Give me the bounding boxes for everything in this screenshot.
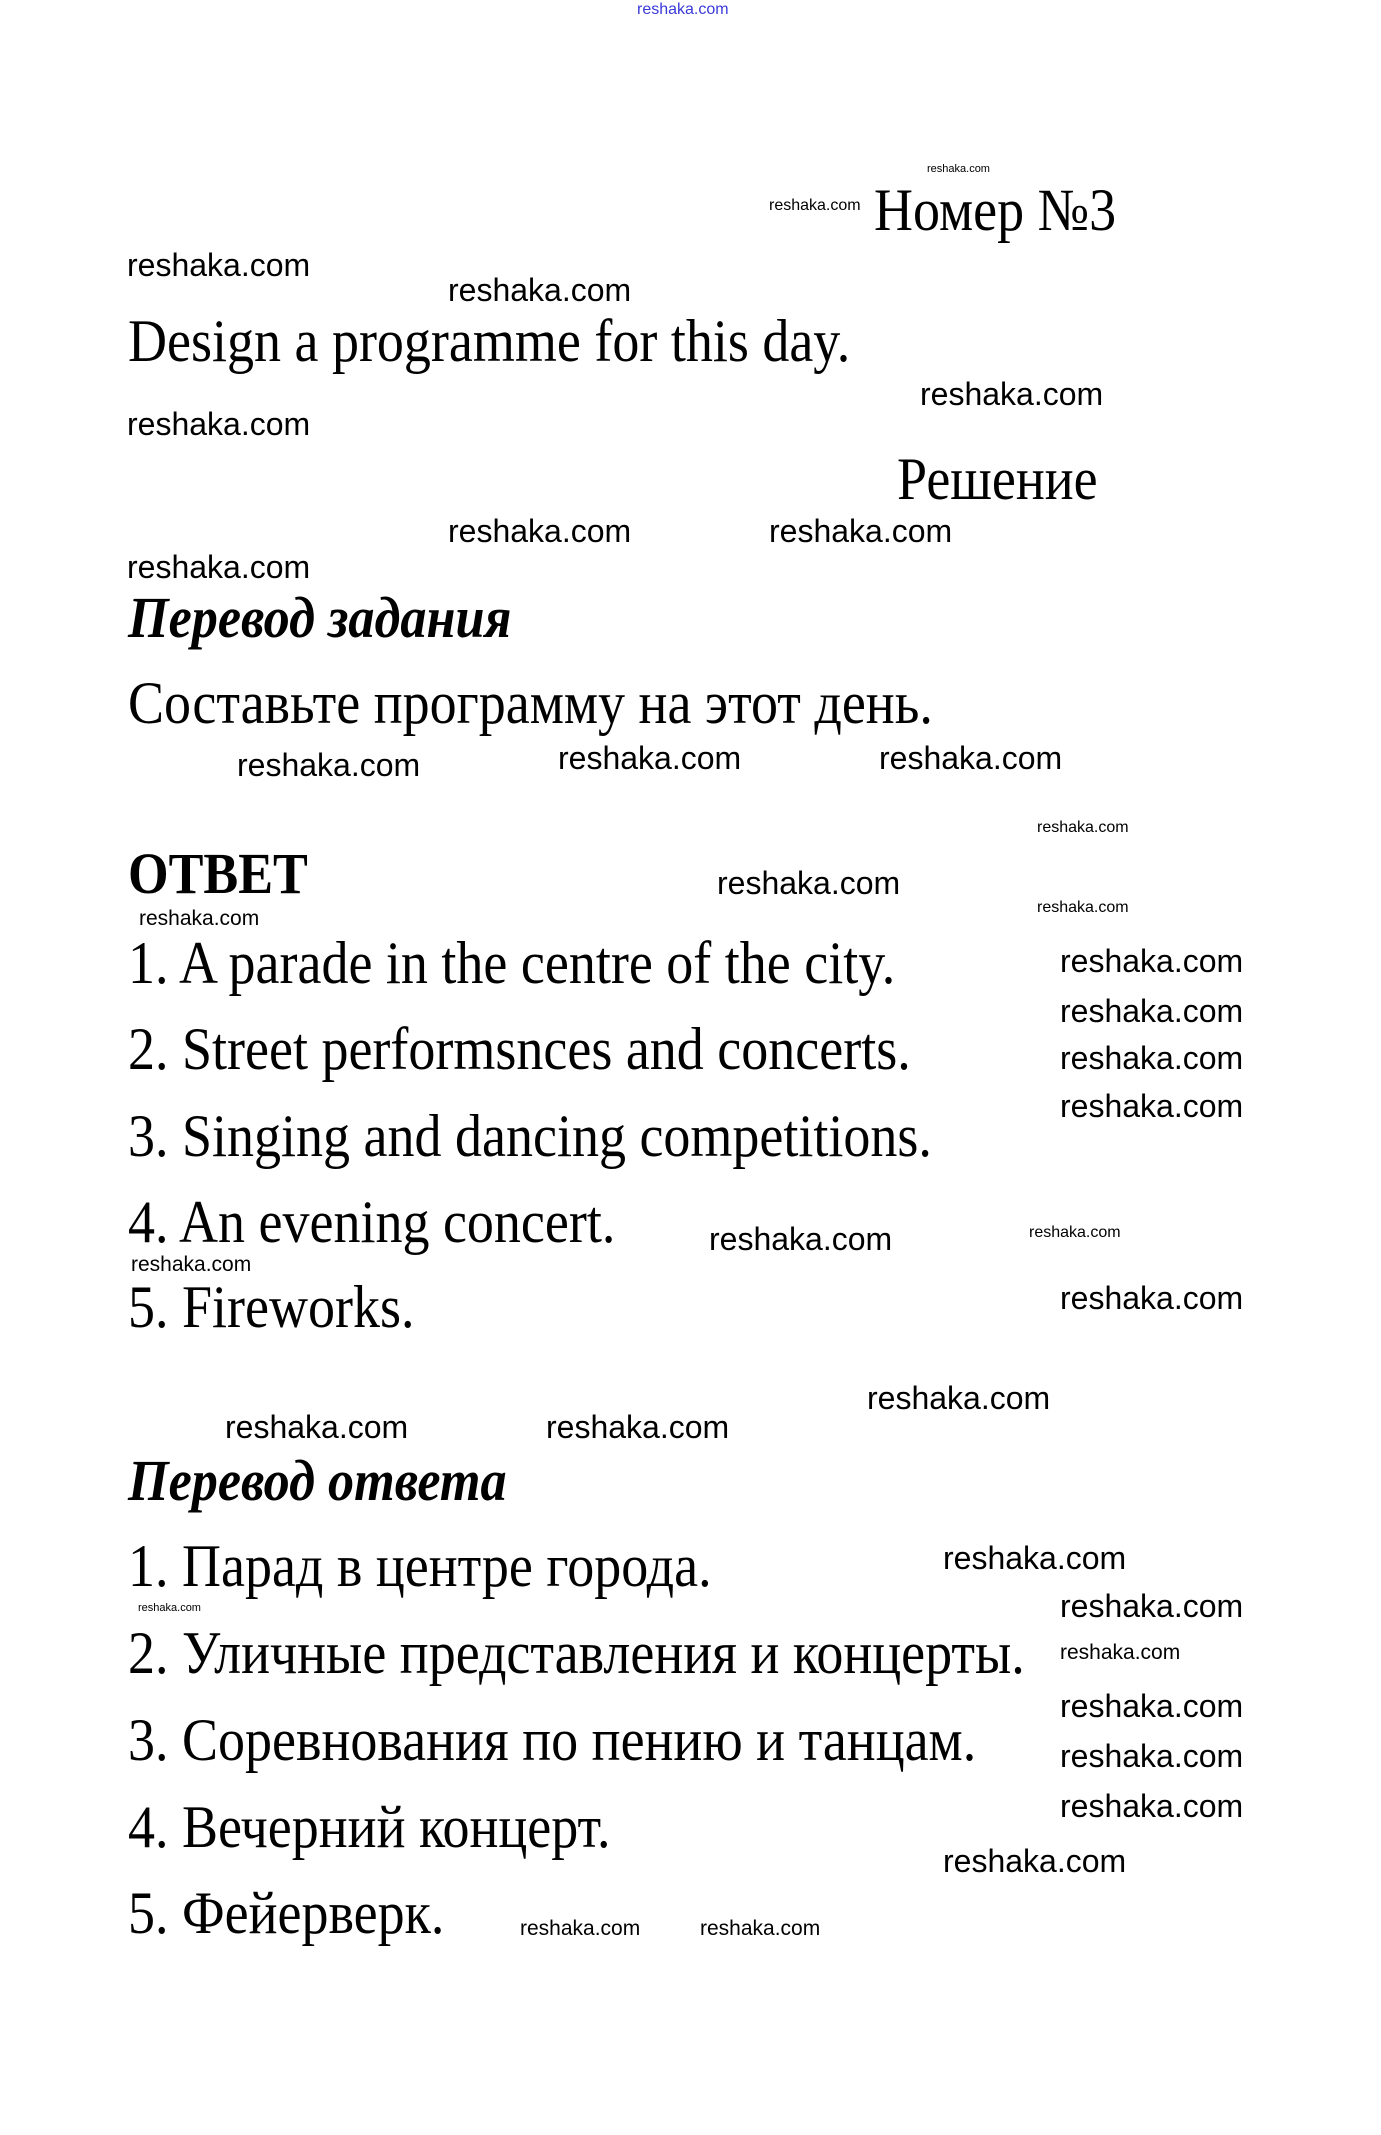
watermark: reshaka.com bbox=[139, 907, 260, 930]
watermark: reshaka.com bbox=[1037, 819, 1129, 836]
watermark: reshaka.com bbox=[1060, 1040, 1244, 1076]
watermark: reshaka.com bbox=[1060, 1088, 1244, 1124]
watermark: reshaka.com bbox=[709, 1221, 893, 1257]
watermark: reshaka.com bbox=[448, 272, 632, 308]
watermark: reshaka.com bbox=[700, 1917, 821, 1940]
watermark: reshaka.com bbox=[127, 549, 311, 585]
answer-item: 5. Fireworks. bbox=[128, 1274, 415, 1340]
task-translation-heading: Перевод задания bbox=[128, 585, 512, 650]
watermark: reshaka.com bbox=[127, 247, 311, 283]
watermark: reshaka.com bbox=[1060, 1788, 1244, 1824]
watermark: reshaka.com bbox=[520, 1917, 641, 1940]
watermark: reshaka.com bbox=[1029, 1224, 1121, 1241]
watermark: reshaka.com bbox=[558, 740, 742, 776]
watermark: reshaka.com bbox=[1060, 1688, 1244, 1724]
answer-item: 2. Street performsnces and concerts. bbox=[128, 1016, 911, 1082]
answer-heading: ОТВЕТ bbox=[128, 841, 308, 906]
watermark-top[interactable]: reshaka.com bbox=[637, 1, 729, 18]
watermark: reshaka.com bbox=[237, 747, 421, 783]
watermark: reshaka.com bbox=[769, 513, 953, 549]
watermark: reshaka.com bbox=[448, 513, 632, 549]
watermark: reshaka.com bbox=[769, 197, 861, 214]
watermark: reshaka.com bbox=[717, 865, 901, 901]
answer-translation-item: 3. Соревнования по пению и танцам. bbox=[128, 1707, 977, 1773]
watermark: reshaka.com bbox=[127, 406, 311, 442]
watermark: reshaka.com bbox=[1060, 943, 1244, 979]
watermark: reshaka.com bbox=[879, 740, 1063, 776]
watermark: reshaka.com bbox=[1060, 1738, 1244, 1774]
watermark: reshaka.com bbox=[927, 163, 990, 175]
answer-translation-item: 5. Фейерверк. bbox=[128, 1880, 445, 1946]
watermark: reshaka.com bbox=[546, 1409, 730, 1445]
watermark: reshaka.com bbox=[867, 1380, 1051, 1416]
watermark: reshaka.com bbox=[1060, 1641, 1181, 1664]
answer-item: 1. A parade in the centre of the city. bbox=[128, 930, 896, 996]
answer-item: 3. Singing and dancing competitions. bbox=[128, 1103, 932, 1169]
answer-translation-item: 2. Уличные представления и концерты. bbox=[128, 1620, 1025, 1686]
task-translation: Составьте программу на этот день. bbox=[128, 670, 933, 736]
watermark: reshaka.com bbox=[1037, 899, 1129, 916]
answer-translation-item: 1. Парад в центре города. bbox=[128, 1533, 712, 1599]
watermark: reshaka.com bbox=[943, 1540, 1127, 1576]
page-title: Номер №3 bbox=[874, 177, 1117, 243]
watermark: reshaka.com bbox=[225, 1409, 409, 1445]
watermark: reshaka.com bbox=[131, 1253, 252, 1276]
watermark: reshaka.com bbox=[920, 376, 1104, 412]
watermark: reshaka.com bbox=[1060, 993, 1244, 1029]
watermark: reshaka.com bbox=[1060, 1280, 1244, 1316]
task-text: Design a programme for this day. bbox=[128, 308, 851, 374]
watermark: reshaka.com bbox=[1060, 1588, 1244, 1624]
answer-translation-heading: Перевод ответа bbox=[128, 1448, 507, 1513]
answer-translation-item: 4. Вечерний концерт. bbox=[128, 1794, 611, 1860]
watermark: reshaka.com bbox=[138, 1602, 201, 1614]
answer-item: 4. An evening concert. bbox=[128, 1189, 616, 1255]
watermark: reshaka.com bbox=[943, 1843, 1127, 1879]
solution-label: Решение bbox=[897, 446, 1098, 512]
